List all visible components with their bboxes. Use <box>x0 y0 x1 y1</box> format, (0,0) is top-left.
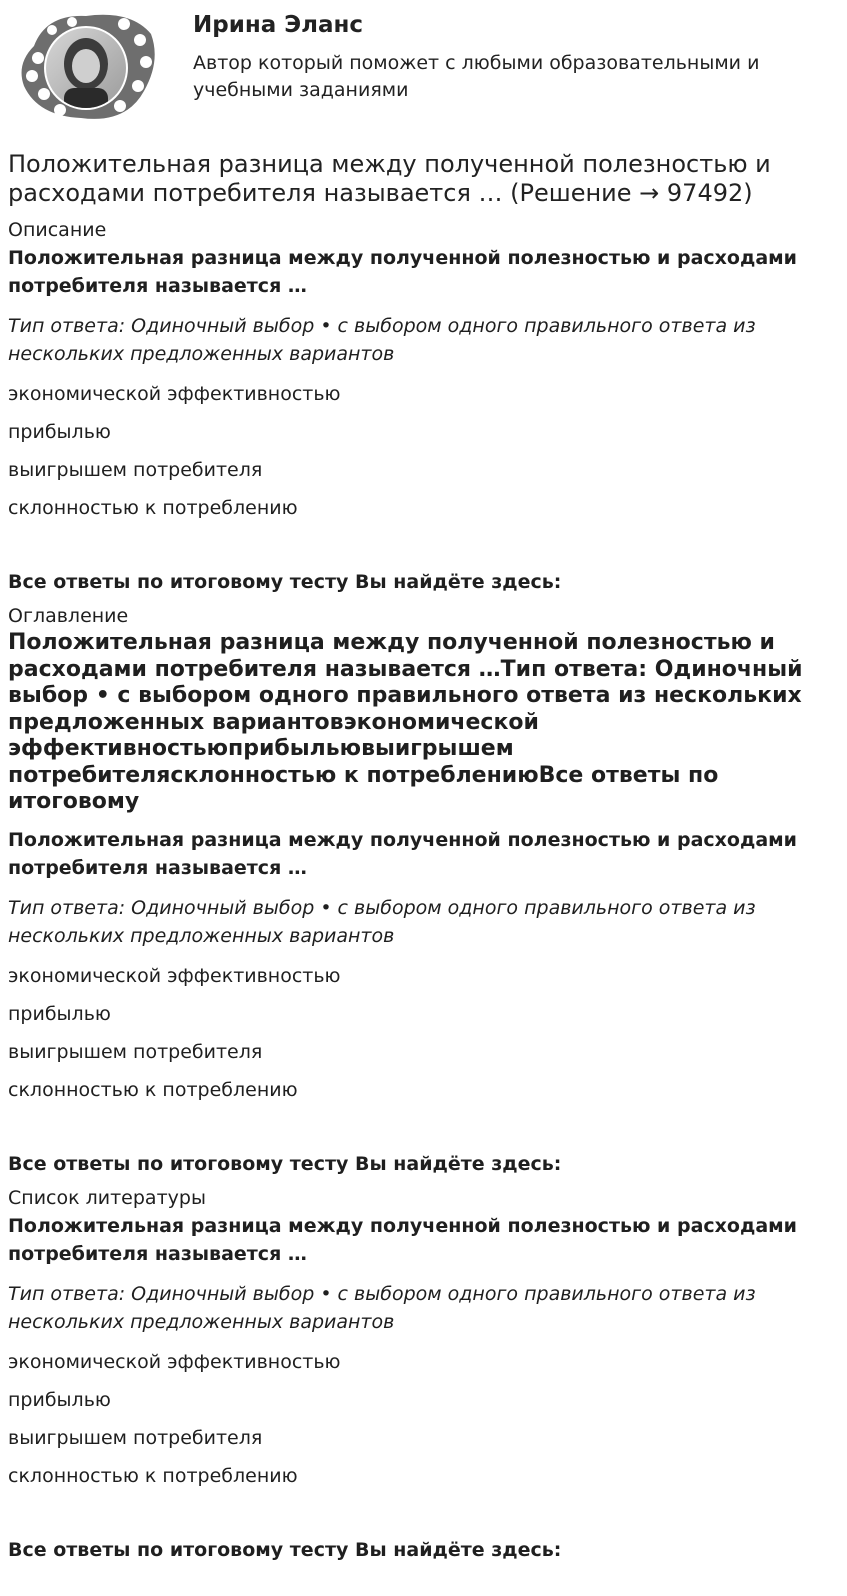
section-references <box>8 1186 839 1562</box>
answer-option: прибылью <box>8 421 111 443</box>
answers-note: Все ответы по итоговому тесту Вы найдёте здесь: <box>8 1152 562 1175</box>
answer-option: экономической эффективностью <box>8 383 341 405</box>
question-text: Положительная разница между полученной полезностью и расходами потребителя называется … <box>8 1214 797 1265</box>
answer-option: прибылью <box>8 1002 111 1025</box>
answer-option: выигрышем потребителя <box>8 1426 263 1449</box>
contents-heading: Положительная разница между полученной полезностью и расходами потребителя называется …Тип ответа: Одиночный выбор • с выбором одного правильного ответа из нескольких предложенных вариантовэкономической эффективностьюприбыльювыигрышем потребителясклонностью к потреблениюВсе ответы по итоговому <box>8 630 803 814</box>
answer-type: Тип ответа: Одиночный выбор • с выбором одного правильного ответа из нескольких предложенных вариантов <box>8 1282 756 1333</box>
answers-note: Все ответы по итоговому тесту Вы найдёте здесь: <box>8 571 562 593</box>
answer-option: выигрышем потребителя <box>8 459 263 481</box>
answer-type: Тип ответа: Одиночный выбор • с выбором одного правильного ответа из нескольких предложенных вариантов <box>8 315 756 365</box>
section-description <box>8 218 839 594</box>
answer-option: экономической эффективностью <box>8 1350 341 1373</box>
answer-option: экономической эффективностью <box>8 964 341 987</box>
answers-note: Все ответы по итоговому тесту Вы найдёте здесь: <box>8 1538 562 1561</box>
section-label: Список литературы <box>8 1186 206 1209</box>
author-avatar[interactable] <box>16 6 161 126</box>
page-title: Положительная разница между полученной полезностью и расходами потребителя называется … (Решение → 97492) <box>8 150 771 207</box>
answer-option: выигрышем потребителя <box>8 1040 263 1063</box>
author-description: Автор который поможет с любыми образовательными и учебными заданиями <box>193 52 760 101</box>
question-text: Положительная разница между полученной полезностью и расходами потребителя называется … <box>8 828 797 879</box>
section-contents <box>8 604 839 1176</box>
answer-option: склонностью к потреблению <box>8 1078 298 1101</box>
section-label: Оглавление <box>8 605 129 627</box>
question-text: Положительная разница между полученной полезностью и расходами потребителя называется … <box>8 247 797 297</box>
answer-option: прибылью <box>8 1388 111 1411</box>
answer-option: склонностью к потреблению <box>8 1464 298 1487</box>
section-label: Описание <box>8 219 107 241</box>
answer-option: склонностью к потреблению <box>8 497 298 519</box>
answer-type: Тип ответа: Одиночный выбор • с выбором одного правильного ответа из нескольких предложенных вариантов <box>8 896 756 947</box>
author-block <box>8 0 839 128</box>
author-name[interactable]: Ирина Эланс <box>193 12 364 38</box>
